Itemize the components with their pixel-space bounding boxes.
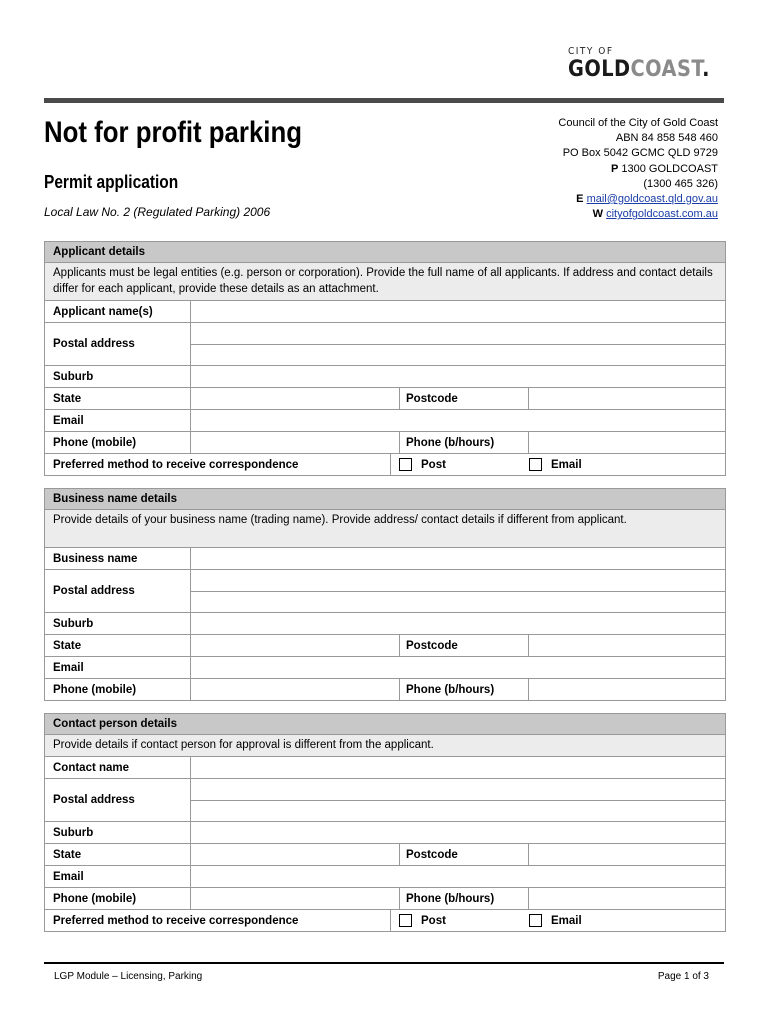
phone-mobile-label: Phone (mobile) [45, 679, 191, 700]
section-header: Applicant details [45, 242, 725, 263]
phone-bhours-label: Phone (b/hours) [400, 432, 529, 453]
postcode-field[interactable] [529, 844, 725, 865]
local-law-reference: Local Law No. 2 (Regulated Parking) 2006 [44, 205, 271, 219]
contact-name-label: Contact name [45, 757, 191, 778]
section-header: Business name details [45, 489, 725, 510]
email-label: Email [45, 657, 191, 678]
section-header: Contact person details [45, 714, 725, 735]
state-label: State [45, 844, 191, 865]
email-checkbox[interactable] [529, 914, 542, 927]
applicant-name-label: Applicant name(s) [45, 301, 191, 322]
email-field[interactable] [191, 410, 725, 431]
suburb-field[interactable] [191, 822, 725, 843]
postcode-label: Postcode [400, 388, 529, 409]
postal-address-label: Postal address [45, 570, 191, 612]
postcode-label: Postcode [400, 635, 529, 656]
email-field[interactable] [191, 657, 725, 678]
postal-address-label: Postal address [45, 323, 191, 365]
postcode-field[interactable] [529, 635, 725, 656]
state-label: State [45, 635, 191, 656]
postal-address-field[interactable] [191, 779, 725, 821]
suburb-field[interactable] [191, 613, 725, 634]
email-checkbox-option[interactable]: Email [521, 454, 582, 475]
preferred-method-label: Preferred method to receive correspondence [45, 454, 391, 475]
suburb-label: Suburb [45, 822, 191, 843]
phone-bhours-field[interactable] [529, 679, 725, 700]
council-phone: P 1300 GOLDCOAST [611, 162, 718, 175]
council-website: W cityofgoldcoast.com.au [592, 208, 718, 221]
page-subtitle: Permit application [44, 172, 179, 192]
business-details-section [44, 488, 726, 701]
header-rule [44, 98, 724, 103]
post-checkbox[interactable] [399, 458, 412, 471]
email-label: Email [45, 410, 191, 431]
postcode-label: Postcode [400, 844, 529, 865]
email-checkbox-option[interactable]: Email [521, 910, 582, 931]
postal-address-label: Postal address [45, 779, 191, 821]
suburb-label: Suburb [45, 366, 191, 387]
council-contact-block [558, 116, 718, 222]
council-abn: ABN 84 858 548 460 [615, 132, 718, 145]
phone-mobile-field[interactable] [191, 679, 400, 700]
preferred-method-label: Preferred method to receive correspondence [45, 910, 391, 931]
phone-mobile-label: Phone (mobile) [45, 432, 191, 453]
council-website-link[interactable]: cityofgoldcoast.com.au [606, 208, 718, 221]
council-phone-number: (1300 465 326) [643, 177, 718, 190]
applicant-details-section [44, 241, 726, 476]
council-po-box: PO Box 5042 GCMC QLD 9729 [562, 147, 718, 160]
phone-bhours-label: Phone (b/hours) [400, 679, 529, 700]
footer-module: LGP Module – Licensing, Parking [54, 971, 203, 982]
phone-mobile-field[interactable] [191, 432, 400, 453]
email-label: Email [45, 866, 191, 887]
phone-bhours-field[interactable] [529, 432, 725, 453]
council-name: Council of the City of Gold Coast [558, 117, 718, 129]
contact-name-field[interactable] [191, 757, 725, 778]
footer-page-number: Page 1 of 3 [657, 971, 709, 982]
page-title: Not for profit parking [44, 116, 302, 149]
section-note: Provide details if contact person for approval is different from the applicant. [45, 735, 725, 757]
post-checkbox-option[interactable]: Post [391, 910, 521, 931]
state-label: State [45, 388, 191, 409]
footer-rule [44, 962, 724, 964]
state-field[interactable] [191, 635, 400, 656]
email-checkbox[interactable] [529, 458, 542, 471]
postal-address-field[interactable] [191, 570, 725, 612]
council-email: E mail@goldcoast.qld.gov.au [576, 193, 718, 206]
section-note: Provide details of your business name (trading name). Provide address/ contact details if different from applicant. [45, 510, 725, 548]
phone-mobile-label: Phone (mobile) [45, 888, 191, 909]
phone-mobile-field[interactable] [191, 888, 400, 909]
phone-bhours-field[interactable] [529, 888, 725, 909]
state-field[interactable] [191, 388, 400, 409]
section-note: Applicants must be legal entities (e.g. person or corporation). Provide the full name of all applicants. If address and contact details differ for each applicant, provide these details as an attachment. [45, 263, 725, 301]
state-field[interactable] [191, 844, 400, 865]
logo-city-of: CITY OF [568, 46, 614, 57]
suburb-field[interactable] [191, 366, 725, 387]
phone-bhours-label: Phone (b/hours) [400, 888, 529, 909]
postal-address-field[interactable] [191, 323, 725, 365]
city-logo [568, 46, 724, 82]
logo-goldcoast: GOLDCOAST. [568, 57, 710, 82]
suburb-label: Suburb [45, 613, 191, 634]
applicant-name-field[interactable] [191, 301, 725, 322]
postcode-field[interactable] [529, 388, 725, 409]
business-name-field[interactable] [191, 548, 725, 569]
email-field[interactable] [191, 866, 725, 887]
post-checkbox-option[interactable]: Post [391, 454, 521, 475]
post-checkbox[interactable] [399, 914, 412, 927]
business-name-label: Business name [45, 548, 191, 569]
council-email-link[interactable]: mail@goldcoast.qld.gov.au [586, 193, 718, 206]
contact-person-section [44, 713, 726, 932]
